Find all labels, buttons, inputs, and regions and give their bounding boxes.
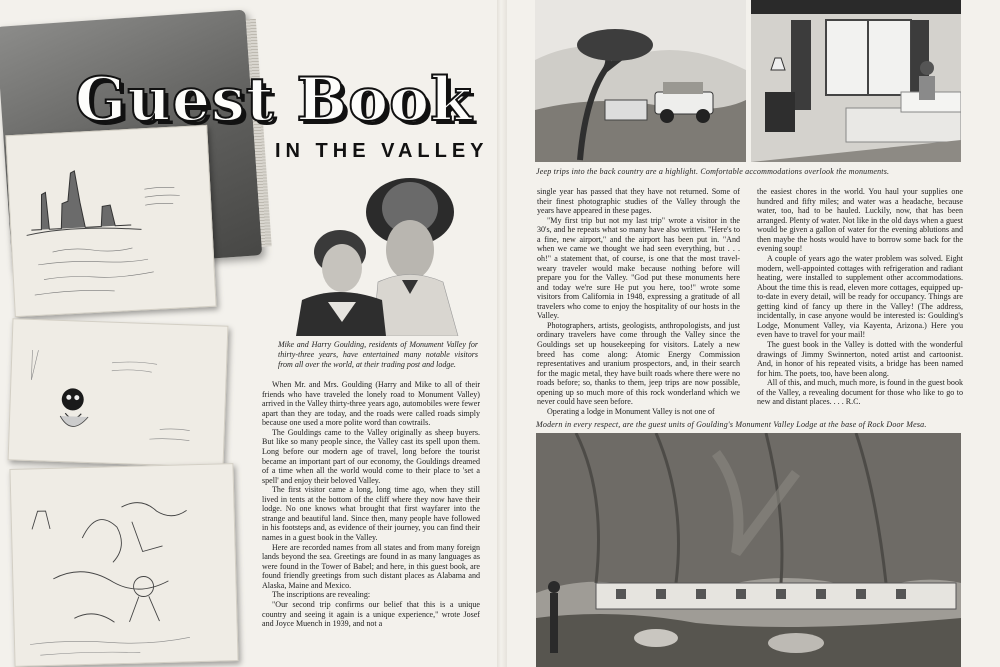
paragraph: Operating a lodge in Monument Valley is not one of xyxy=(547,406,715,416)
article-subtitle: IN THE VALLEY xyxy=(275,140,489,162)
column-left xyxy=(262,380,480,629)
paragraph: The Gouldings came to the Valley originally as sheep buyers. But like so many people since, the Valley cast its spell upon them. Long before our modern age of travel, long before the tourist became an important part of our economy, the Gouldings dreamed of a time when all the world would come to their place to 'set a spell' and enjoy their beloved Valley. xyxy=(262,427,480,485)
caption-lodge: Modern in every respect, are the guest units of Goulding's Monument Valley Lodge at the base of Rock Door Mesa. xyxy=(536,420,927,429)
paragraph: All of this, and much, much more, is found in the guest book of the Valley, a revealing document for those who like to go to new and distant places. . . . R.C. xyxy=(757,378,964,407)
guest-book-page-sketch-cowboy xyxy=(9,463,238,667)
caption-jeep-room: Jeep trips into the back country are a highlight. Comfortable accommodations overlook the monuments. xyxy=(536,167,890,176)
column-middle xyxy=(537,187,740,417)
caption-gouldings: Mike and Harry Goulding, residents of Monument Valley for thirty-three years, have entertained many notable visitors from all over the world, at their trading post and lodge. xyxy=(278,340,478,369)
photo-gouldings xyxy=(278,172,474,336)
paragraph: single year has passed that they have not returned. Some of their finest photographic studies of the Valley through the years have appeared in these pages. xyxy=(537,187,740,216)
photo-lodge-rock-door-mesa xyxy=(536,433,961,667)
paragraph: When Mr. and Mrs. Goulding (Harry and Mike to all of their friends who have traveled the lonely road to Monument Valley) arrived in the Valley thirty-three years ago, automobiles were fewer apart than they are today, and the roads were called roads simply because one used a more polite word than cowtrails. xyxy=(262,380,480,428)
paragraph: Here are recorded names from all states and from many foreign lands beyond the sea. Greetings are found in as many languages as were found in the Tower of Babel; and here, in this guest book, are found friendly greetings from such distant places as Alabama and Alaska, Maine and Mexico. xyxy=(262,542,480,590)
paragraph: "Our second trip confirms our belief that this is a unique country and seeing it again is a unique experience," wrote Josef and Joyce Muench in 1939, and not a xyxy=(262,599,480,629)
paragraph: "My first trip but not my last trip" wrote a visitor in the 30's, and he repeats what so many have also written. "Here's to a fine, new airport," and the airport has been put in. "And when we came we thought we had seen everything, but . . . oh!" a statement that, of course, is one that the most travel-weary traveler would make because nothing before will prepare you for the Valley. "God put these monuments here and today we're sure He put you here, too!" wrote some visitors from California in 1948, expressing a gratitude of all travelers who come to enjoy the hospitality of our hosts in the Valley. xyxy=(537,215,740,321)
paragraph: A couple of years ago the water problem was solved. Eight modern, well-appointed cottages with refrigeration and radiant heating, were installed to supplement other accommodations. About the time this is read, eleven more cottages, equipped up-to-date in every detail, will be ready for occupancy. Things are getting kind of fancy up there in the Valley! (The address, incidentally, in case anyone would be interested is: Goulding's Lodge, Monument Valley, via Kayenta, Arizona.) Here you even have to travel for your mail! xyxy=(757,253,963,340)
guest-book-page-sketch-monuments xyxy=(5,125,216,317)
photo-jeep-trip xyxy=(535,0,746,162)
paragraph: the easiest chores in the world. You haul your supplies one hundred and fifty miles; and water was a headache, because water, too, had to be hauled. Luckily, now, that has been arranged. Plenty of water. Not like in the old days when a guest would be given a gallon of water for the evening ablutions and then maybe the hosts would have to borrow some back for the evening soup! xyxy=(757,187,963,254)
paragraph: Photographers, artists, geologists, anthropologists, and just ordinary travelers have come through the Valley since the Gouldings set up housekeeping for visitors. Lately a new breed has come along: Atomic Energy Commission representatives and uranium prospectors, and, in their search for the magic metal, they have built roads where there were no roads before; so, thanks to them, jeep trips are now possible, opening up so much more of this rock wonderland which we never could have seen before. xyxy=(537,320,740,407)
page-gutter xyxy=(497,0,507,667)
article-title: Guest Book xyxy=(75,65,473,135)
paragraph: The guest book in the Valley is dotted with the wonderful drawings of Jimmy Swinnerton, noted artist and cartoonist. And, in honor of his repeated visits, a bridge has been named for him. The poets, too, have been along. xyxy=(757,340,963,378)
column-right xyxy=(757,187,963,407)
guest-book-page-sketch-cartoon xyxy=(8,318,229,467)
paragraph: The first visitor came a long, long time ago, when they still lived in tents at the bottom of the cliff where they now have their lodge. No one knows what brought that first wayfarer into the strange and beautiful land. Since then, many people have followed in his footsteps and, as evidence of their journey, you can find their names in a guest book in the Valley. xyxy=(262,485,480,542)
paragraph: The inscriptions are revealing: xyxy=(272,590,371,600)
photo-lodge-room xyxy=(751,0,961,162)
